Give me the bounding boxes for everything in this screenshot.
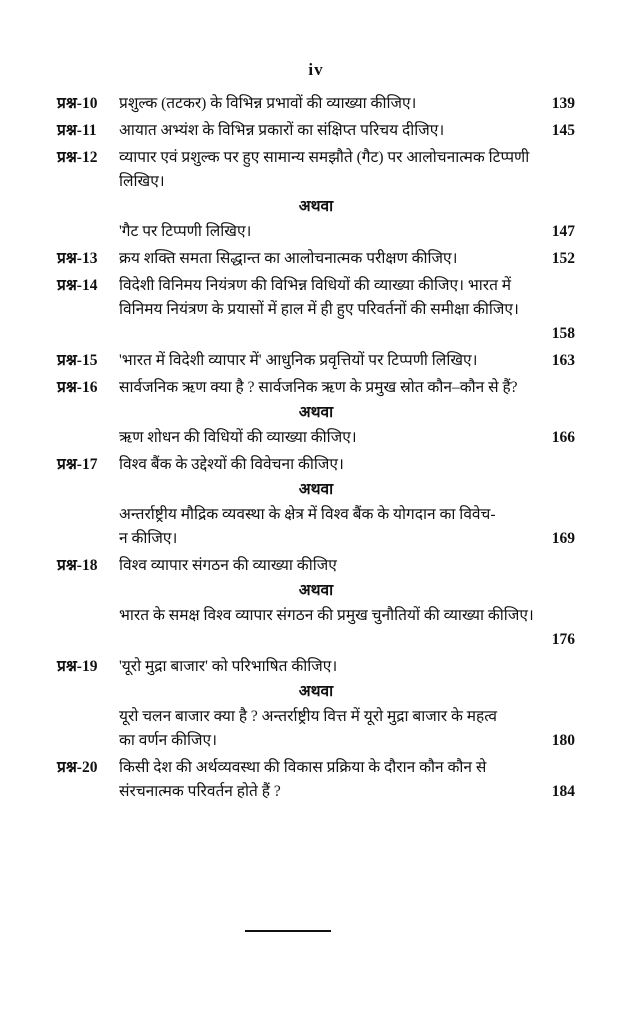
entry-line [119, 220, 575, 244]
page-number: 166 [551, 429, 575, 446]
question-number: प्रश्न-16 [57, 379, 98, 396]
question-text: न कीजिए। [119, 530, 178, 547]
question-text: भारत के समक्ष विश्व व्यापार संगठन की प्रमुख चुनौतियों की व्याख्या कीजिए। [119, 607, 534, 624]
toc-entry [57, 92, 575, 116]
entry-line [119, 756, 575, 780]
entry-content [119, 655, 575, 753]
question-text: किसी देश की अर्थव्यवस्था की विकास प्रक्रिया के दौरान कौन कौन से [119, 759, 487, 776]
toc-entry [57, 756, 575, 804]
entry-line [119, 655, 575, 679]
toc-entry [57, 376, 575, 450]
toc-entry [57, 655, 575, 753]
entry-content [119, 453, 575, 551]
entry-line [119, 376, 575, 400]
entry-line [119, 322, 575, 346]
page-number: 147 [551, 223, 575, 240]
entry-line [119, 274, 575, 298]
question-number: प्रश्न-13 [57, 250, 98, 267]
page-number: 152 [551, 250, 575, 267]
entry-line [119, 453, 575, 477]
question-text: ऋण शोधन की विधियों की व्याख्या कीजिए। [119, 429, 357, 446]
entry-content [119, 554, 575, 652]
question-text: आयात अभ्यंश के विभिन्न प्रकारों का संक्षिप्त परिचय दीजिए। [119, 122, 445, 139]
entry-content [119, 92, 575, 116]
entry-line [119, 503, 575, 527]
entry-line [119, 604, 575, 628]
entry-line [119, 146, 575, 170]
or-separator: अथवा [298, 582, 334, 599]
toc-entry [57, 119, 575, 143]
entry-line [119, 527, 575, 551]
page-number: 184 [551, 783, 575, 800]
entry-line [119, 92, 575, 116]
toc-entry [57, 453, 575, 551]
entry-content [119, 349, 575, 373]
entry-content [119, 247, 575, 271]
question-text: 'भारत में विदेशी व्यापार में' आधुनिक प्रवृत्तियों पर टिप्पणी लिखिए। [119, 352, 478, 369]
question-text: व्यापार एवं प्रशुल्क पर हुए सामान्य समझौते (गैट) पर आलोचनात्मक टिप्पणी [119, 149, 530, 166]
toc-entry [57, 349, 575, 373]
or-separator: अथवा [298, 683, 334, 700]
entry-line [119, 170, 575, 194]
question-text: संरचनात्मक परिवर्तन होते हैं ? [119, 783, 281, 800]
question-number: प्रश्न-11 [57, 122, 97, 139]
question-text: विश्व व्यापार संगठन की व्याख्या कीजिए [119, 557, 337, 574]
page-number: 169 [551, 530, 575, 547]
page-number: 139 [551, 95, 575, 112]
page-number: 176 [551, 631, 575, 648]
toc-entries [57, 92, 575, 804]
or-separator: अथवा [298, 198, 334, 215]
page-header: iv [308, 60, 324, 79]
question-text: अन्तर्राष्ट्रीय मौद्रिक व्यवस्था के क्षेत्र में विश्व बैंक के योगदान का विवेच- [119, 506, 496, 523]
page-number: 158 [551, 325, 575, 342]
question-number: प्रश्न-19 [57, 658, 98, 675]
entry-line [119, 729, 575, 753]
question-text: लिखिए। [119, 173, 165, 190]
entry-content [119, 376, 575, 450]
toc-entry [57, 274, 575, 346]
question-number: प्रश्न-18 [57, 557, 98, 574]
question-number: प्रश्न-10 [57, 95, 98, 112]
question-number: प्रश्न-15 [57, 352, 98, 369]
entry-content [119, 146, 575, 244]
entry-content [119, 756, 575, 804]
question-number: प्रश्न-14 [57, 277, 98, 294]
entry-line [119, 554, 575, 578]
question-text: प्रशुल्क (तटकर) के विभिन्न प्रभावों की व्याख्या कीजिए। [119, 95, 417, 112]
question-number: प्रश्न-17 [57, 456, 98, 473]
toc-entry [57, 146, 575, 244]
question-text: 'गैट पर टिप्पणी लिखिए। [119, 223, 252, 240]
entry-content [119, 119, 575, 143]
question-number: प्रश्न-20 [57, 759, 98, 776]
entry-line [119, 705, 575, 729]
entry-line [119, 247, 575, 271]
entry-line [119, 628, 575, 652]
entry-content [119, 274, 575, 346]
entry-line [119, 119, 575, 143]
question-text: विदेशी विनिमय नियंत्रण की विभिन्न विधियों की व्याख्या कीजिए। भारत में [119, 277, 512, 294]
page-number: 163 [551, 352, 575, 369]
entry-line [119, 780, 575, 804]
entry-line [119, 426, 575, 450]
question-text: यूरो चलन बाजार क्या है ? अन्तर्राष्ट्रीय वित्त में यूरो मुद्रा बाजार के महत्व [119, 708, 497, 725]
toc-entry [57, 247, 575, 271]
or-separator: अथवा [298, 481, 334, 498]
or-separator: अथवा [298, 404, 334, 421]
question-text: का वर्णन कीजिए। [119, 732, 217, 749]
question-text: 'यूरो मुद्रा बाजार' को परिभाषित कीजिए। [119, 658, 338, 675]
entry-line [119, 298, 575, 322]
question-text: विनिमय नियंत्रण के प्रयासों में हाल में ही हुए परिवर्तनों की समीक्षा कीजिए। [119, 301, 519, 318]
page-number: 145 [551, 122, 575, 139]
entry-line [119, 349, 575, 373]
footer-divider [245, 930, 331, 932]
page-number: 180 [551, 732, 575, 749]
toc-entry [57, 554, 575, 652]
question-number: प्रश्न-12 [57, 149, 98, 166]
question-text: विश्व बैंक के उद्देश्यों की विवेचना कीजिए। [119, 456, 344, 473]
question-text: सार्वजनिक ऋण क्या है ? सार्वजनिक ऋण के प्रमुख स्रोत कौन–कौन से हैं? [119, 379, 518, 396]
question-text: क्रय शक्ति समता सिद्धान्त का आलोचनात्मक परीक्षण कीजिए। [119, 250, 458, 267]
